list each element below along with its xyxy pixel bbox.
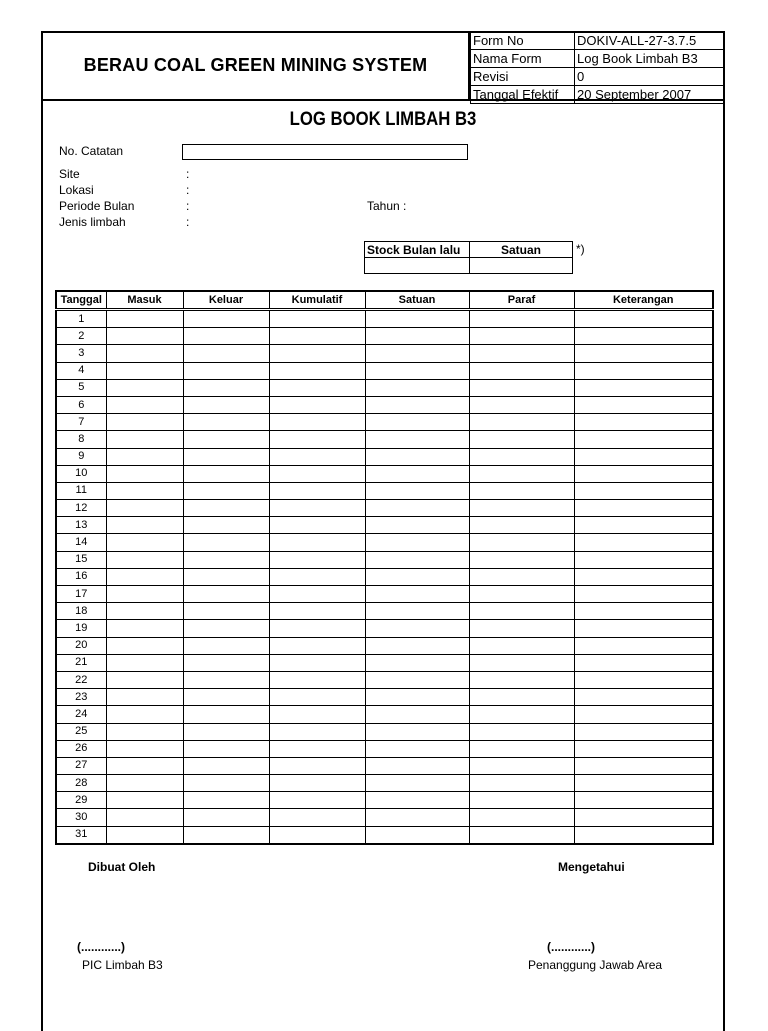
cell-satuan[interactable] — [365, 757, 469, 774]
cell-keterangan[interactable] — [574, 414, 713, 431]
cell-keluar[interactable] — [183, 551, 269, 568]
cell-kumulatif[interactable] — [269, 826, 365, 844]
cell-kumulatif[interactable] — [269, 448, 365, 465]
cell-tanggal: 29 — [56, 792, 106, 809]
table-row — [56, 500, 713, 517]
stock-input-row — [365, 258, 573, 274]
table-row — [56, 379, 713, 396]
cell-masuk[interactable] — [106, 603, 183, 620]
cell-paraf[interactable] — [469, 517, 574, 534]
cell-paraf[interactable] — [469, 603, 574, 620]
left-signature-blank: (............) — [77, 940, 125, 954]
table-row — [56, 671, 713, 688]
cell-keterangan[interactable] — [574, 448, 713, 465]
stock-satuan-header: Satuan — [470, 242, 573, 258]
cell-kumulatif[interactable] — [269, 345, 365, 362]
cell-tanggal: 16 — [56, 568, 106, 585]
cell-satuan[interactable] — [365, 396, 469, 413]
cell-tanggal: 2 — [56, 328, 106, 345]
cell-keterangan[interactable] — [574, 534, 713, 551]
cell-paraf[interactable] — [469, 826, 574, 844]
cell-satuan[interactable] — [365, 654, 469, 671]
cell-masuk[interactable] — [106, 689, 183, 706]
cell-kumulatif[interactable] — [269, 500, 365, 517]
cell-kumulatif[interactable] — [269, 706, 365, 723]
cell-keterangan[interactable] — [574, 792, 713, 809]
cell-kumulatif[interactable] — [269, 723, 365, 740]
cell-kumulatif[interactable] — [269, 775, 365, 792]
cell-tanggal: 26 — [56, 740, 106, 757]
table-row — [56, 603, 713, 620]
cell-satuan[interactable] — [365, 706, 469, 723]
cell-satuan[interactable] — [365, 620, 469, 637]
cell-masuk[interactable] — [106, 448, 183, 465]
cell-paraf[interactable] — [469, 414, 574, 431]
table-row — [56, 740, 713, 757]
cell-paraf[interactable] — [469, 757, 574, 774]
cell-keterangan[interactable] — [574, 603, 713, 620]
meta-key: Revisi — [471, 68, 575, 86]
cell-paraf[interactable] — [469, 500, 574, 517]
cell-satuan[interactable] — [365, 379, 469, 396]
cell-keluar[interactable] — [183, 517, 269, 534]
stock-header-row — [365, 242, 573, 258]
cell-keluar[interactable] — [183, 379, 269, 396]
cell-keluar[interactable] — [183, 671, 269, 688]
cell-keterangan[interactable] — [574, 723, 713, 740]
table-row — [56, 792, 713, 809]
cell-tanggal: 22 — [56, 671, 106, 688]
cell-kumulatif[interactable] — [269, 362, 365, 379]
cell-satuan[interactable] — [365, 465, 469, 482]
table-row — [56, 517, 713, 534]
cell-masuk[interactable] — [106, 586, 183, 603]
cell-paraf[interactable] — [469, 620, 574, 637]
cell-satuan[interactable] — [365, 792, 469, 809]
cell-keluar[interactable] — [183, 706, 269, 723]
cell-satuan[interactable] — [365, 328, 469, 345]
periode-bulan-label: Periode Bulan — [59, 199, 135, 213]
cell-keluar[interactable] — [183, 792, 269, 809]
stock-table — [364, 241, 573, 274]
cell-paraf[interactable] — [469, 792, 574, 809]
cell-keluar[interactable] — [183, 809, 269, 826]
cell-tanggal: 10 — [56, 465, 106, 482]
cell-satuan[interactable] — [365, 500, 469, 517]
cell-masuk[interactable] — [106, 792, 183, 809]
column-header-keluar: Keluar — [183, 291, 269, 310]
periode-bulan-colon: : — [186, 199, 190, 213]
company-name: BERAU COAL GREEN MINING SYSTEM — [83, 55, 428, 75]
cell-paraf[interactable] — [469, 809, 574, 826]
cell-masuk[interactable] — [106, 345, 183, 362]
no-catatan-label: No. Catatan — [59, 144, 124, 158]
cell-keluar[interactable] — [183, 568, 269, 585]
cell-kumulatif[interactable] — [269, 482, 365, 499]
cell-keterangan[interactable] — [574, 586, 713, 603]
cell-masuk[interactable] — [106, 482, 183, 499]
column-header-tanggal: Tanggal — [56, 291, 106, 310]
cell-paraf[interactable] — [469, 328, 574, 345]
cell-satuan[interactable] — [365, 740, 469, 757]
cell-paraf[interactable] — [469, 431, 574, 448]
cell-keluar[interactable] — [183, 328, 269, 345]
cell-keterangan[interactable] — [574, 740, 713, 757]
cell-paraf[interactable] — [469, 740, 574, 757]
cell-tanggal: 23 — [56, 689, 106, 706]
table-row — [56, 586, 713, 603]
site-label: Site — [59, 167, 80, 181]
cell-masuk[interactable] — [106, 706, 183, 723]
cell-paraf[interactable] — [469, 448, 574, 465]
cell-masuk[interactable] — [106, 328, 183, 345]
cell-paraf[interactable] — [469, 723, 574, 740]
cell-kumulatif[interactable] — [269, 328, 365, 345]
cell-satuan[interactable] — [365, 431, 469, 448]
meta-value: DOKIV-ALL-27-3.7.5 — [575, 32, 724, 50]
cell-keluar[interactable] — [183, 396, 269, 413]
table-row — [56, 620, 713, 637]
cell-keluar[interactable] — [183, 465, 269, 482]
cell-keluar[interactable] — [183, 586, 269, 603]
table-row — [56, 345, 713, 362]
cell-masuk[interactable] — [106, 757, 183, 774]
cell-satuan[interactable] — [365, 517, 469, 534]
cell-keluar[interactable] — [183, 345, 269, 362]
jenis-limbah-label: Jenis limbah — [59, 215, 126, 229]
table-row — [56, 775, 713, 792]
column-header-masuk: Masuk — [106, 291, 183, 310]
meta-row-tanggal-efektif — [471, 86, 724, 104]
page-title: LOG BOOK LIMBAH B3 — [289, 109, 477, 130]
cell-keterangan[interactable] — [574, 465, 713, 482]
column-header-kumulatif: Kumulatif — [269, 291, 365, 310]
cell-paraf[interactable] — [469, 534, 574, 551]
cell-tanggal: 21 — [56, 654, 106, 671]
jenis-limbah-colon: : — [186, 215, 190, 229]
cell-keterangan[interactable] — [574, 482, 713, 499]
cell-paraf[interactable] — [469, 654, 574, 671]
cell-keluar[interactable] — [183, 637, 269, 654]
cell-satuan[interactable] — [365, 345, 469, 362]
cell-tanggal: 1 — [56, 310, 106, 328]
table-row — [56, 465, 713, 482]
cell-keterangan[interactable] — [574, 620, 713, 637]
cell-masuk[interactable] — [106, 826, 183, 844]
cell-masuk[interactable] — [106, 671, 183, 688]
meta-row-revisi — [471, 68, 724, 86]
cell-keluar[interactable] — [183, 620, 269, 637]
cell-keluar[interactable] — [183, 482, 269, 499]
cell-tanggal: 20 — [56, 637, 106, 654]
cell-keterangan[interactable] — [574, 517, 713, 534]
cell-masuk[interactable] — [106, 465, 183, 482]
cell-keluar[interactable] — [183, 362, 269, 379]
cell-paraf[interactable] — [469, 379, 574, 396]
cell-kumulatif[interactable] — [269, 551, 365, 568]
cell-kumulatif[interactable] — [269, 568, 365, 585]
cell-tanggal: 31 — [56, 826, 106, 844]
cell-masuk[interactable] — [106, 534, 183, 551]
cell-kumulatif[interactable] — [269, 792, 365, 809]
cell-keterangan[interactable] — [574, 310, 713, 328]
cell-satuan[interactable] — [365, 671, 469, 688]
cell-tanggal: 19 — [56, 620, 106, 637]
cell-masuk[interactable] — [106, 740, 183, 757]
cell-tanggal: 7 — [56, 414, 106, 431]
table-row — [56, 362, 713, 379]
penanggung-jawab-label: Penanggung Jawab Area — [528, 958, 663, 972]
log-header-row — [56, 291, 713, 310]
cell-tanggal: 4 — [56, 362, 106, 379]
cell-keterangan[interactable] — [574, 345, 713, 362]
cell-keluar[interactable] — [183, 414, 269, 431]
cell-keterangan[interactable] — [574, 568, 713, 585]
cell-kumulatif[interactable] — [269, 431, 365, 448]
cell-kumulatif[interactable] — [269, 310, 365, 328]
cell-keluar[interactable] — [183, 500, 269, 517]
cell-tanggal: 17 — [56, 586, 106, 603]
mengetahui-label: Mengetahui — [558, 860, 625, 874]
cell-satuan[interactable] — [365, 689, 469, 706]
cell-tanggal: 8 — [56, 431, 106, 448]
cell-masuk[interactable] — [106, 362, 183, 379]
cell-masuk[interactable] — [106, 637, 183, 654]
cell-paraf[interactable] — [469, 345, 574, 362]
cell-satuan[interactable] — [365, 809, 469, 826]
cell-keluar[interactable] — [183, 534, 269, 551]
cell-keluar[interactable] — [183, 431, 269, 448]
pic-limbah-label: PIC Limbah B3 — [82, 958, 163, 972]
cell-tanggal: 30 — [56, 809, 106, 826]
cell-tanggal: 13 — [56, 517, 106, 534]
cell-paraf[interactable] — [469, 396, 574, 413]
cell-keterangan[interactable] — [574, 689, 713, 706]
cell-satuan[interactable] — [365, 826, 469, 844]
cell-satuan[interactable] — [365, 534, 469, 551]
cell-keluar[interactable] — [183, 689, 269, 706]
cell-keterangan[interactable] — [574, 328, 713, 345]
cell-keterangan[interactable] — [574, 809, 713, 826]
cell-kumulatif[interactable] — [269, 689, 365, 706]
meta-value: Log Book Limbah B3 — [575, 50, 724, 68]
cell-masuk[interactable] — [106, 431, 183, 448]
cell-tanggal: 15 — [56, 551, 106, 568]
cell-paraf[interactable] — [469, 465, 574, 482]
stock-bulan-lalu-cell[interactable] — [365, 258, 470, 274]
cell-keluar[interactable] — [183, 757, 269, 774]
lokasi-colon: : — [186, 183, 190, 197]
cell-keluar[interactable] — [183, 826, 269, 844]
cell-keluar[interactable] — [183, 775, 269, 792]
cell-keterangan[interactable] — [574, 706, 713, 723]
cell-keterangan[interactable] — [574, 551, 713, 568]
cell-masuk[interactable] — [106, 310, 183, 328]
cell-satuan[interactable] — [365, 310, 469, 328]
table-row — [56, 482, 713, 499]
cell-paraf[interactable] — [469, 310, 574, 328]
cell-satuan[interactable] — [365, 414, 469, 431]
cell-kumulatif[interactable] — [269, 809, 365, 826]
cell-paraf[interactable] — [469, 586, 574, 603]
table-row — [56, 654, 713, 671]
site-colon: : — [186, 167, 190, 181]
column-header-paraf: Paraf — [469, 291, 574, 310]
cell-keterangan[interactable] — [574, 431, 713, 448]
cell-keterangan[interactable] — [574, 775, 713, 792]
cell-tanggal: 27 — [56, 757, 106, 774]
no-catatan-field[interactable] — [182, 144, 468, 160]
table-row — [56, 431, 713, 448]
cell-tanggal: 28 — [56, 775, 106, 792]
cell-keterangan[interactable] — [574, 654, 713, 671]
lokasi-label: Lokasi — [59, 183, 94, 197]
cell-satuan[interactable] — [365, 603, 469, 620]
cell-keterangan[interactable] — [574, 671, 713, 688]
table-row — [56, 689, 713, 706]
cell-keluar[interactable] — [183, 654, 269, 671]
cell-tanggal: 5 — [56, 379, 106, 396]
cell-satuan[interactable] — [365, 568, 469, 585]
cell-tanggal: 14 — [56, 534, 106, 551]
cell-masuk[interactable] — [106, 414, 183, 431]
meta-value: 20 September 2007 — [575, 86, 724, 104]
cell-keterangan[interactable] — [574, 500, 713, 517]
cell-kumulatif[interactable] — [269, 671, 365, 688]
table-row — [56, 757, 713, 774]
table-row — [56, 809, 713, 826]
table-row — [56, 826, 713, 844]
dibuat-oleh-label: Dibuat Oleh — [88, 860, 156, 874]
cell-kumulatif[interactable] — [269, 465, 365, 482]
cell-keterangan[interactable] — [574, 637, 713, 654]
cell-keterangan[interactable] — [574, 757, 713, 774]
cell-kumulatif[interactable] — [269, 603, 365, 620]
cell-masuk[interactable] — [106, 775, 183, 792]
cell-keluar[interactable] — [183, 448, 269, 465]
table-row — [56, 310, 713, 328]
cell-kumulatif[interactable] — [269, 586, 365, 603]
table-row — [56, 328, 713, 345]
cell-keluar[interactable] — [183, 310, 269, 328]
cell-kumulatif[interactable] — [269, 396, 365, 413]
table-row — [56, 414, 713, 431]
cell-paraf[interactable] — [469, 568, 574, 585]
cell-keterangan[interactable] — [574, 396, 713, 413]
meta-key: Form No — [471, 32, 575, 50]
cell-satuan[interactable] — [365, 362, 469, 379]
cell-tanggal: 12 — [56, 500, 106, 517]
cell-kumulatif[interactable] — [269, 757, 365, 774]
cell-masuk[interactable] — [106, 620, 183, 637]
table-row — [56, 551, 713, 568]
meta-key: Nama Form — [471, 50, 575, 68]
cell-paraf[interactable] — [469, 637, 574, 654]
cell-tanggal: 3 — [56, 345, 106, 362]
cell-tanggal: 24 — [56, 706, 106, 723]
cell-kumulatif[interactable] — [269, 654, 365, 671]
cell-satuan[interactable] — [365, 637, 469, 654]
cell-tanggal: 18 — [56, 603, 106, 620]
cell-paraf[interactable] — [469, 551, 574, 568]
cell-kumulatif[interactable] — [269, 379, 365, 396]
cell-keluar[interactable] — [183, 723, 269, 740]
cell-satuan[interactable] — [365, 551, 469, 568]
cell-masuk[interactable] — [106, 551, 183, 568]
cell-keterangan[interactable] — [574, 379, 713, 396]
cell-tanggal: 9 — [56, 448, 106, 465]
cell-satuan[interactable] — [365, 482, 469, 499]
column-header-keterangan: Keterangan — [574, 291, 713, 310]
table-row — [56, 568, 713, 585]
cell-satuan[interactable] — [365, 586, 469, 603]
table-row — [56, 637, 713, 654]
cell-tanggal: 11 — [56, 482, 106, 499]
cell-tanggal: 6 — [56, 396, 106, 413]
cell-masuk[interactable] — [106, 379, 183, 396]
cell-kumulatif[interactable] — [269, 414, 365, 431]
cell-keluar[interactable] — [183, 603, 269, 620]
cell-satuan[interactable] — [365, 775, 469, 792]
cell-keluar[interactable] — [183, 740, 269, 757]
cell-kumulatif[interactable] — [269, 637, 365, 654]
cell-paraf[interactable] — [469, 775, 574, 792]
stock-bulan-lalu-header: Stock Bulan lalu — [365, 242, 470, 258]
cell-kumulatif[interactable] — [269, 517, 365, 534]
cell-paraf[interactable] — [469, 706, 574, 723]
cell-paraf[interactable] — [469, 671, 574, 688]
meta-key: Tanggal Efektif — [471, 86, 575, 104]
cell-paraf[interactable] — [469, 362, 574, 379]
meta-value: 0 — [575, 68, 724, 86]
column-header-satuan: Satuan — [365, 291, 469, 310]
table-row — [56, 706, 713, 723]
cell-keterangan[interactable] — [574, 362, 713, 379]
cell-masuk[interactable] — [106, 809, 183, 826]
cell-satuan[interactable] — [365, 448, 469, 465]
cell-kumulatif[interactable] — [269, 740, 365, 757]
cell-masuk[interactable] — [106, 723, 183, 740]
meta-row-nama-form — [471, 50, 724, 68]
table-row — [56, 396, 713, 413]
cell-tanggal: 25 — [56, 723, 106, 740]
cell-masuk[interactable] — [106, 568, 183, 585]
table-row — [56, 448, 713, 465]
cell-masuk[interactable] — [106, 654, 183, 671]
cell-paraf[interactable] — [469, 689, 574, 706]
table-row — [56, 723, 713, 740]
cell-kumulatif[interactable] — [269, 534, 365, 551]
cell-masuk[interactable] — [106, 500, 183, 517]
cell-kumulatif[interactable] — [269, 620, 365, 637]
stock-satuan-cell[interactable] — [470, 258, 573, 274]
cell-keterangan[interactable] — [574, 826, 713, 844]
form-meta-table — [470, 31, 724, 104]
meta-row-form-no — [471, 32, 724, 50]
cell-paraf[interactable] — [469, 482, 574, 499]
cell-masuk[interactable] — [106, 517, 183, 534]
cell-masuk[interactable] — [106, 396, 183, 413]
right-signature-blank: (............) — [547, 940, 595, 954]
cell-satuan[interactable] — [365, 723, 469, 740]
tahun-label: Tahun : — [367, 199, 407, 213]
stock-note: *) — [576, 242, 585, 256]
table-row — [56, 534, 713, 551]
log-table — [55, 290, 714, 845]
